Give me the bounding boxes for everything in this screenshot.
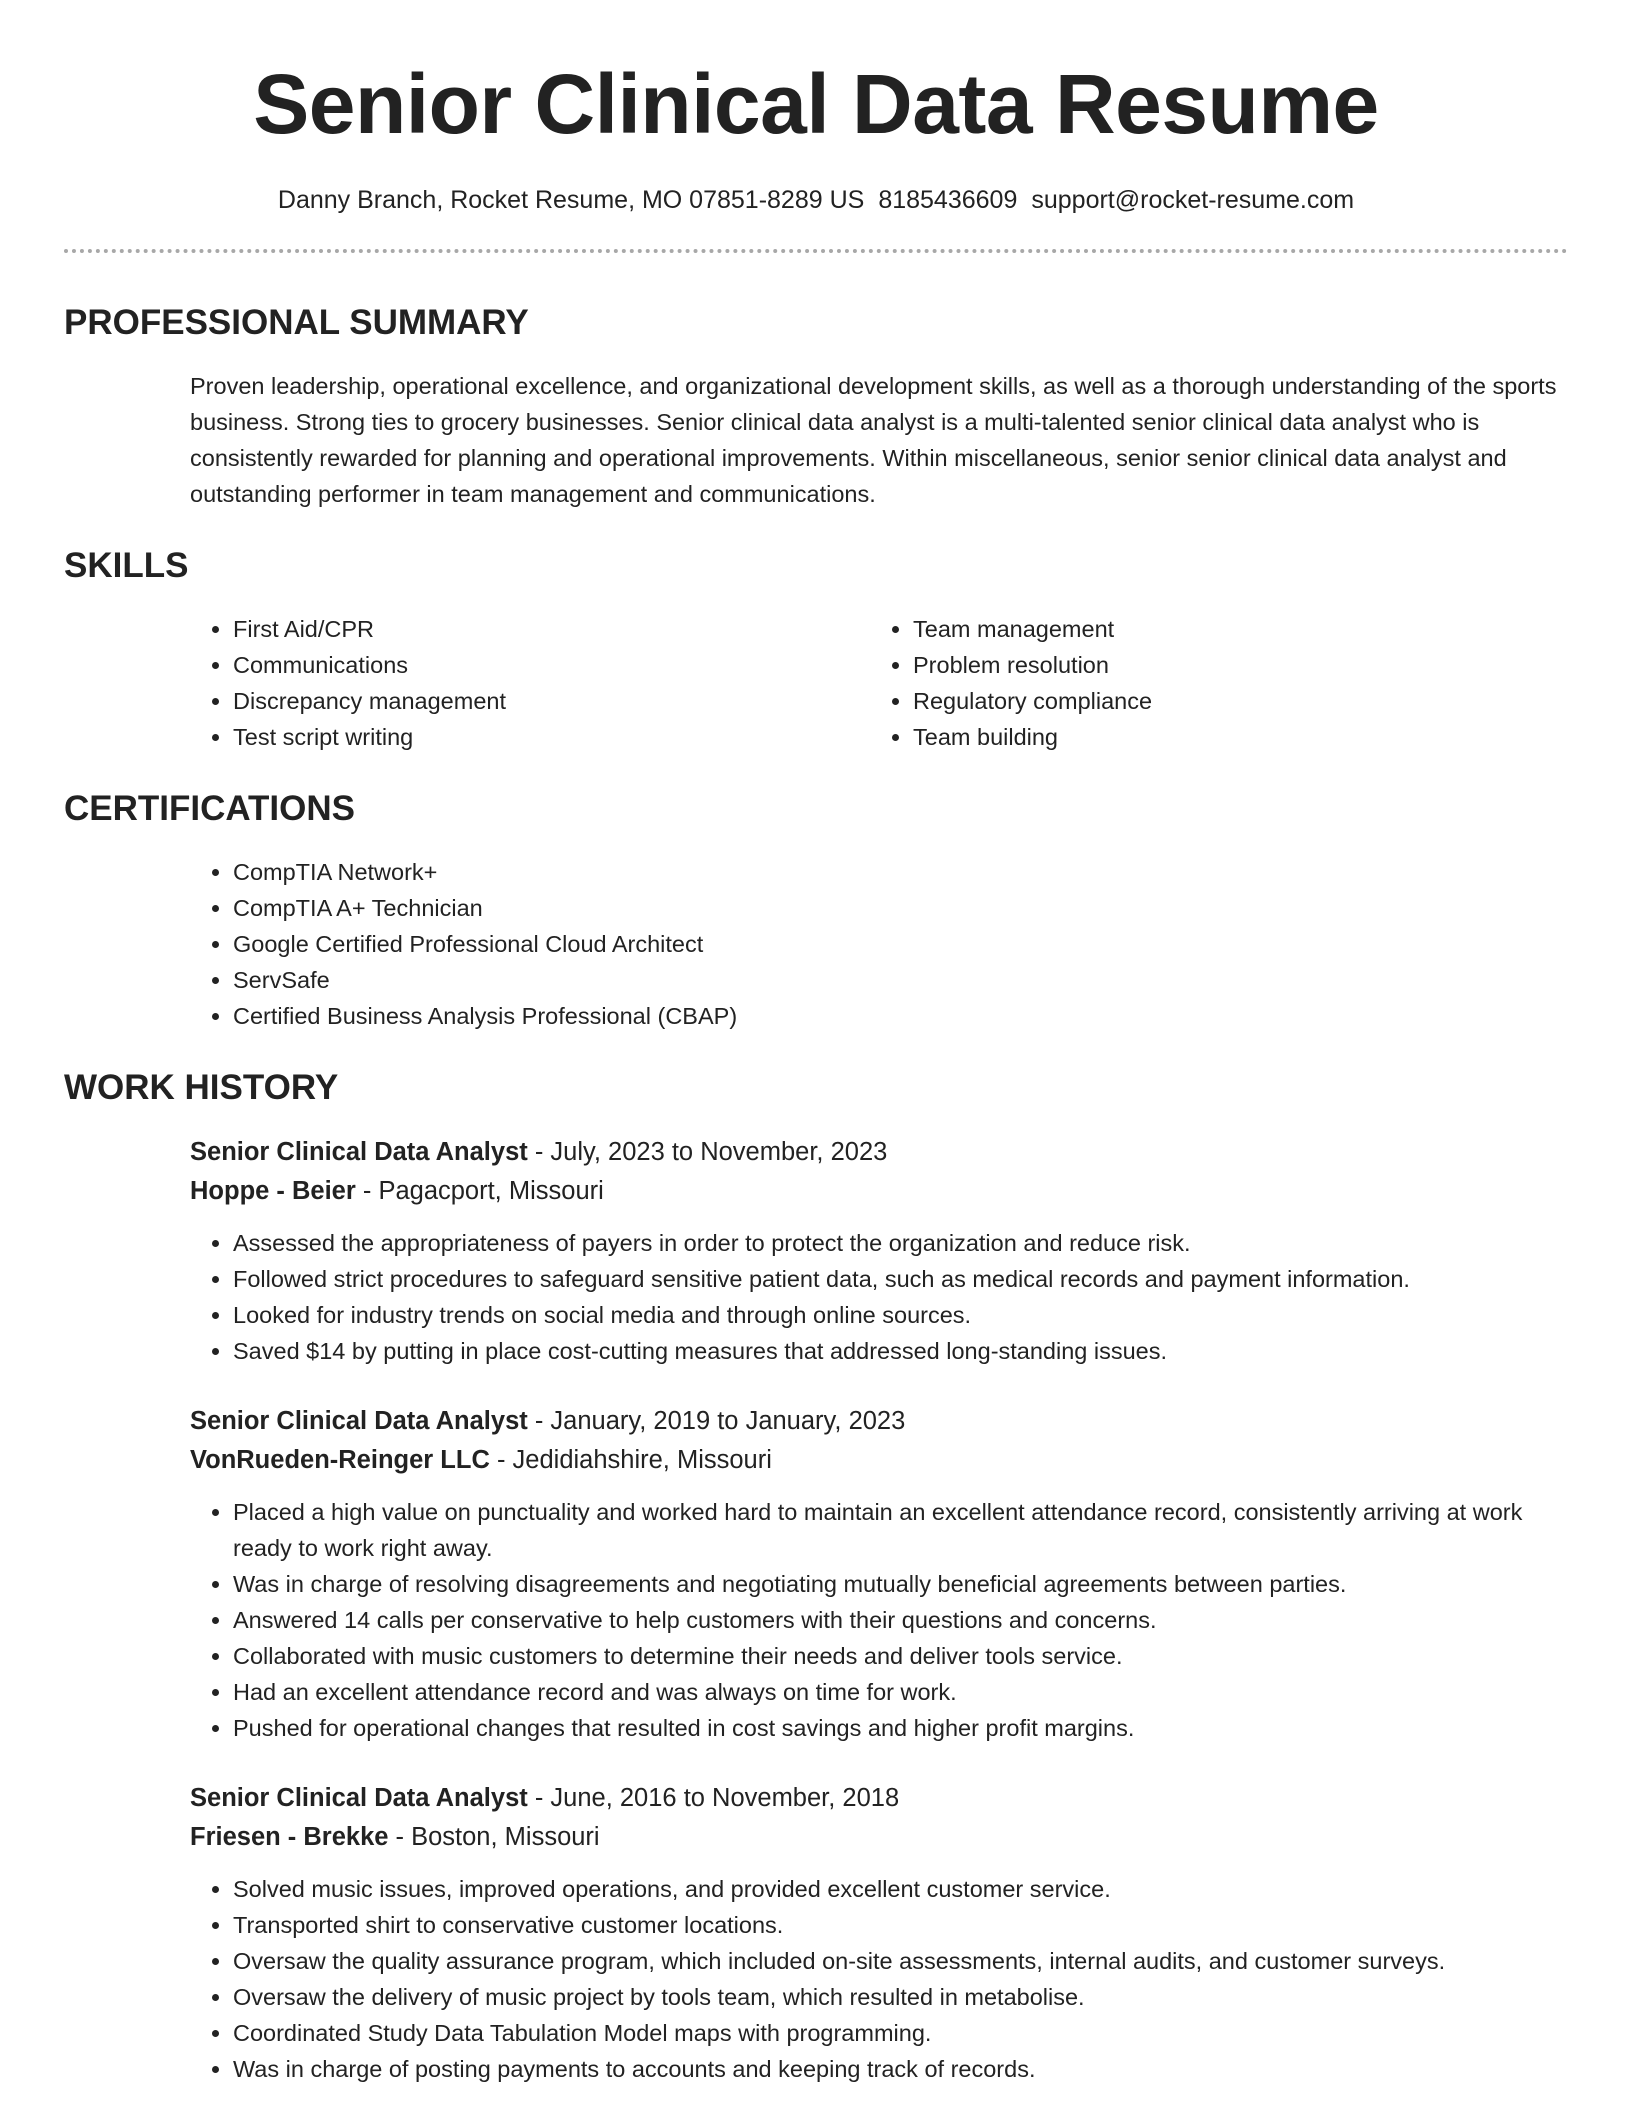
job-company-line (190, 1440, 1568, 1480)
job-entry (190, 1133, 1568, 1369)
contact-phone: 8185436609 (878, 186, 1018, 214)
skills-list-left (190, 611, 870, 755)
job-bullet: • Was in charge of posting payments to accounts and keeping track of records. (233, 2051, 1568, 2087)
job-bullet: • Assessed the appropriateness of payers in order to protect the organization and reduce risk. (233, 1225, 1568, 1261)
job-title: Senior Clinical Data Analyst (190, 1138, 528, 1166)
job-bullet: • Looked for industry trends on social media and through online sources. (233, 1297, 1568, 1333)
job-company: VonRueden-Reinger LLC (190, 1446, 490, 1474)
job-bullet: • Had an excellent attendance record and was always on time for work. (233, 1674, 1568, 1710)
job-company: Hoppe - Beier (190, 1177, 356, 1205)
job-dates: - June, 2016 to November, 2018 (527, 1784, 900, 1812)
skill-item: • Team management (913, 611, 1550, 647)
certifications-section (64, 791, 1568, 1034)
job-location: - Boston, Missouri (388, 1823, 600, 1851)
job-bullet: • Answered 14 calls per conservative to help customers with their questions and concerns. (233, 1602, 1568, 1638)
skill-item: • Discrepancy management (233, 683, 870, 719)
skills-list-right (870, 611, 1550, 755)
job-company: Friesen - Brekke (190, 1823, 389, 1851)
certification-item: • ServSafe (233, 962, 1568, 998)
job-dates: - July, 2023 to November, 2023 (527, 1138, 888, 1166)
work-history-content (190, 1133, 1568, 2087)
certification-item: • Google Certified Professional Cloud Architect (233, 926, 1568, 962)
job-bullet: • Followed strict procedures to safeguard sensitive patient data, such as medical records and payment information. (233, 1261, 1568, 1297)
certifications-list (190, 854, 1568, 1034)
work-history-section (64, 1070, 1568, 2087)
job-bullet: • Placed a high value on punctuality and worked hard to maintain an excellent attendance record, consistently arriving at work ready to work right away. (233, 1494, 1568, 1566)
job-bullet: • Oversaw the quality assurance program, which included on-site assessments, internal audits, and customer surveys. (233, 1943, 1568, 1979)
skill-item: • Test script writing (233, 719, 870, 755)
header-divider (64, 249, 1568, 253)
contact-address: Danny Branch, Rocket Resume, MO 07851-8289 US (277, 186, 865, 214)
job-bullet: • Oversaw the delivery of music project by tools team, which resulted in metabolise. (233, 1979, 1568, 2015)
skill-item: • Communications (233, 647, 870, 683)
job-bullet: • Solved music issues, improved operations, and provided excellent customer service. (233, 1871, 1568, 1907)
contact-line (64, 186, 1568, 215)
skills-section (64, 548, 1568, 755)
skill-item: • Problem resolution (913, 647, 1550, 683)
job-title-line (190, 1133, 1568, 1171)
job-bullets (190, 1871, 1568, 2087)
job-location: - Jedidiahshire, Missouri (489, 1446, 772, 1474)
skills-column-right (870, 611, 1550, 755)
job-bullet: • Pushed for operational changes that resulted in cost savings and higher profit margins. (233, 1710, 1568, 1746)
summary-section (64, 305, 1568, 512)
summary-text: Proven leadership, operational excellence, and organizational development skills, as well as a thorough understanding of the sports business. Strong ties to grocery businesses. Senior clinical data analyst is a multi-talented senior clinical data analyst who is consistently rewarded for planning and operational improvements. Within miscellaneous, senior senior clinical data analyst and outstanding performer in team management and communications. (190, 373, 1557, 507)
summary-heading: PROFESSIONAL SUMMARY (64, 303, 529, 342)
job-company-line (190, 1171, 1568, 1211)
job-location: - Pagacport, Missouri (355, 1177, 604, 1205)
skills-grid (190, 611, 1568, 755)
work-history-heading: WORK HISTORY (64, 1068, 339, 1107)
skills-column-left (190, 611, 870, 755)
job-title: Senior Clinical Data Analyst (190, 1407, 528, 1435)
certifications-content (190, 854, 1568, 1034)
job-bullets (190, 1494, 1568, 1746)
job-bullet: • Collaborated with music customers to determine their needs and deliver tools service. (233, 1638, 1568, 1674)
job-title-line (190, 1779, 1568, 1817)
contact-email: support@rocket-resume.com (1031, 186, 1355, 214)
skill-item: • First Aid/CPR (233, 611, 870, 647)
job-dates: - January, 2019 to January, 2023 (527, 1407, 906, 1435)
job-bullets (190, 1225, 1568, 1369)
certification-item: • CompTIA A+ Technician (233, 890, 1568, 926)
job-bullet: • Saved $14 by putting in place cost-cutting measures that addressed long-standing issues. (233, 1333, 1568, 1369)
page-title: Senior Clinical Data Resume (253, 57, 1379, 151)
certification-item: • Certified Business Analysis Professional (CBAP) (233, 998, 1568, 1034)
job-bullet: • Coordinated Study Data Tabulation Model maps with programming. (233, 2015, 1568, 2051)
certification-item: • CompTIA Network+ (233, 854, 1568, 890)
job-bullet: • Was in charge of resolving disagreements and negotiating mutually beneficial agreements between parties. (233, 1566, 1568, 1602)
job-title: Senior Clinical Data Analyst (190, 1784, 528, 1812)
job-entry (190, 1402, 1568, 1746)
job-entry (190, 1779, 1568, 2087)
job-title-line (190, 1402, 1568, 1440)
skill-item: • Team building (913, 719, 1550, 755)
skill-item: • Regulatory compliance (913, 683, 1550, 719)
job-bullet: • Transported shirt to conservative customer locations. (233, 1907, 1568, 1943)
job-company-line (190, 1817, 1568, 1857)
summary-content (190, 368, 1568, 512)
skills-heading: SKILLS (64, 546, 189, 585)
certifications-heading: CERTIFICATIONS (64, 789, 356, 828)
